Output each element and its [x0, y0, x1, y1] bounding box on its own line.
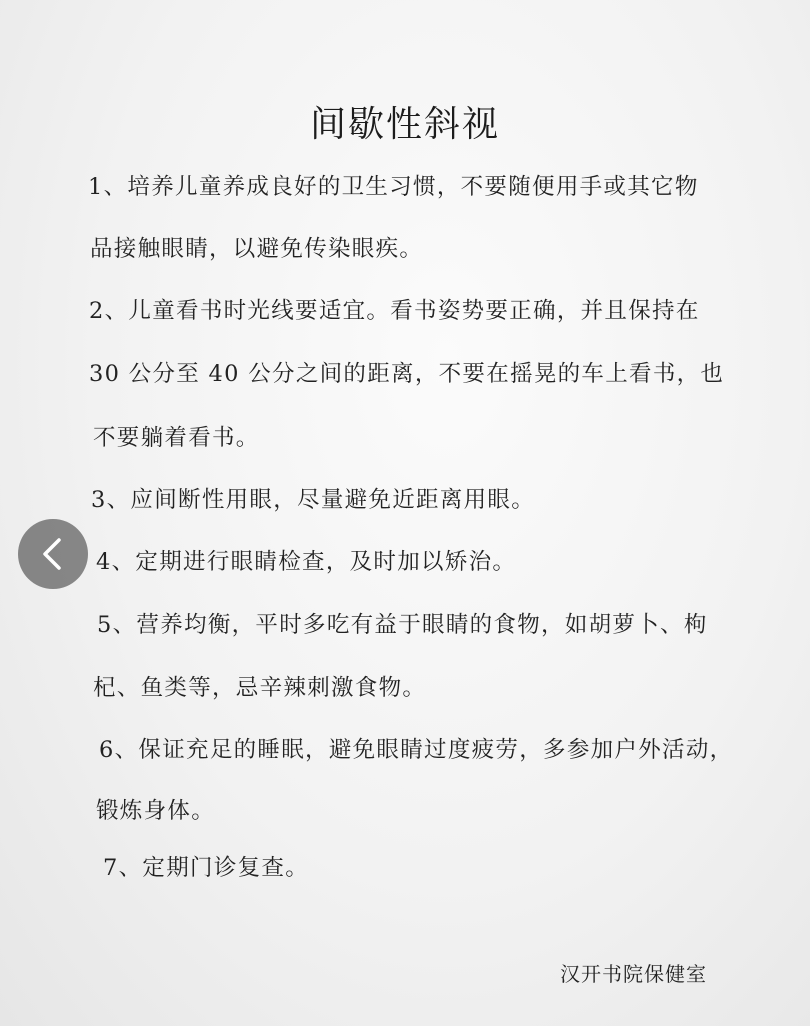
item-1-line-2: 品接触眼睛，以避免传染眼疾。 — [90, 236, 424, 262]
item-4-line-1: 4、定期进行眼睛检查，及时加以矫治。 — [96, 549, 517, 575]
document-footer: 汉开书院保健室 — [560, 962, 707, 986]
chevron-left-icon — [18, 519, 88, 589]
item-6-line-2: 锻炼身体。 — [96, 798, 216, 824]
item-2-line-1: 2、儿童看书时光线要适宜。看书姿势要正确，并且保持在 — [89, 298, 700, 324]
item-5-line-2: 杞、鱼类等，忌辛辣刺激食物。 — [93, 675, 427, 701]
item-6-line-1: 6、保证充足的睡眠，避免眼睛过度疲劳，多参加户外活动， — [99, 737, 734, 763]
back-button[interactable] — [18, 519, 88, 589]
item-7-line-1: 7、定期门诊复查。 — [103, 855, 310, 881]
document-title: 间歇性斜视 — [309, 104, 500, 145]
item-1-line-1: 1、培养儿童养成良好的卫生习惯，不要随便用手或其它物 — [88, 174, 699, 200]
item-2-line-3: 不要躺着看书。 — [93, 425, 260, 451]
item-3-line-1: 3、应间断性用眼，尽量避免近距离用眼。 — [91, 487, 536, 513]
item-5-line-1: 5、营养均衡，平时多吃有益于眼睛的食物，如胡萝卜、枸 — [97, 612, 708, 638]
item-2-line-2: 30 公分至 40 公分之间的距离，不要在摇晃的车上看书，也 — [89, 361, 725, 387]
